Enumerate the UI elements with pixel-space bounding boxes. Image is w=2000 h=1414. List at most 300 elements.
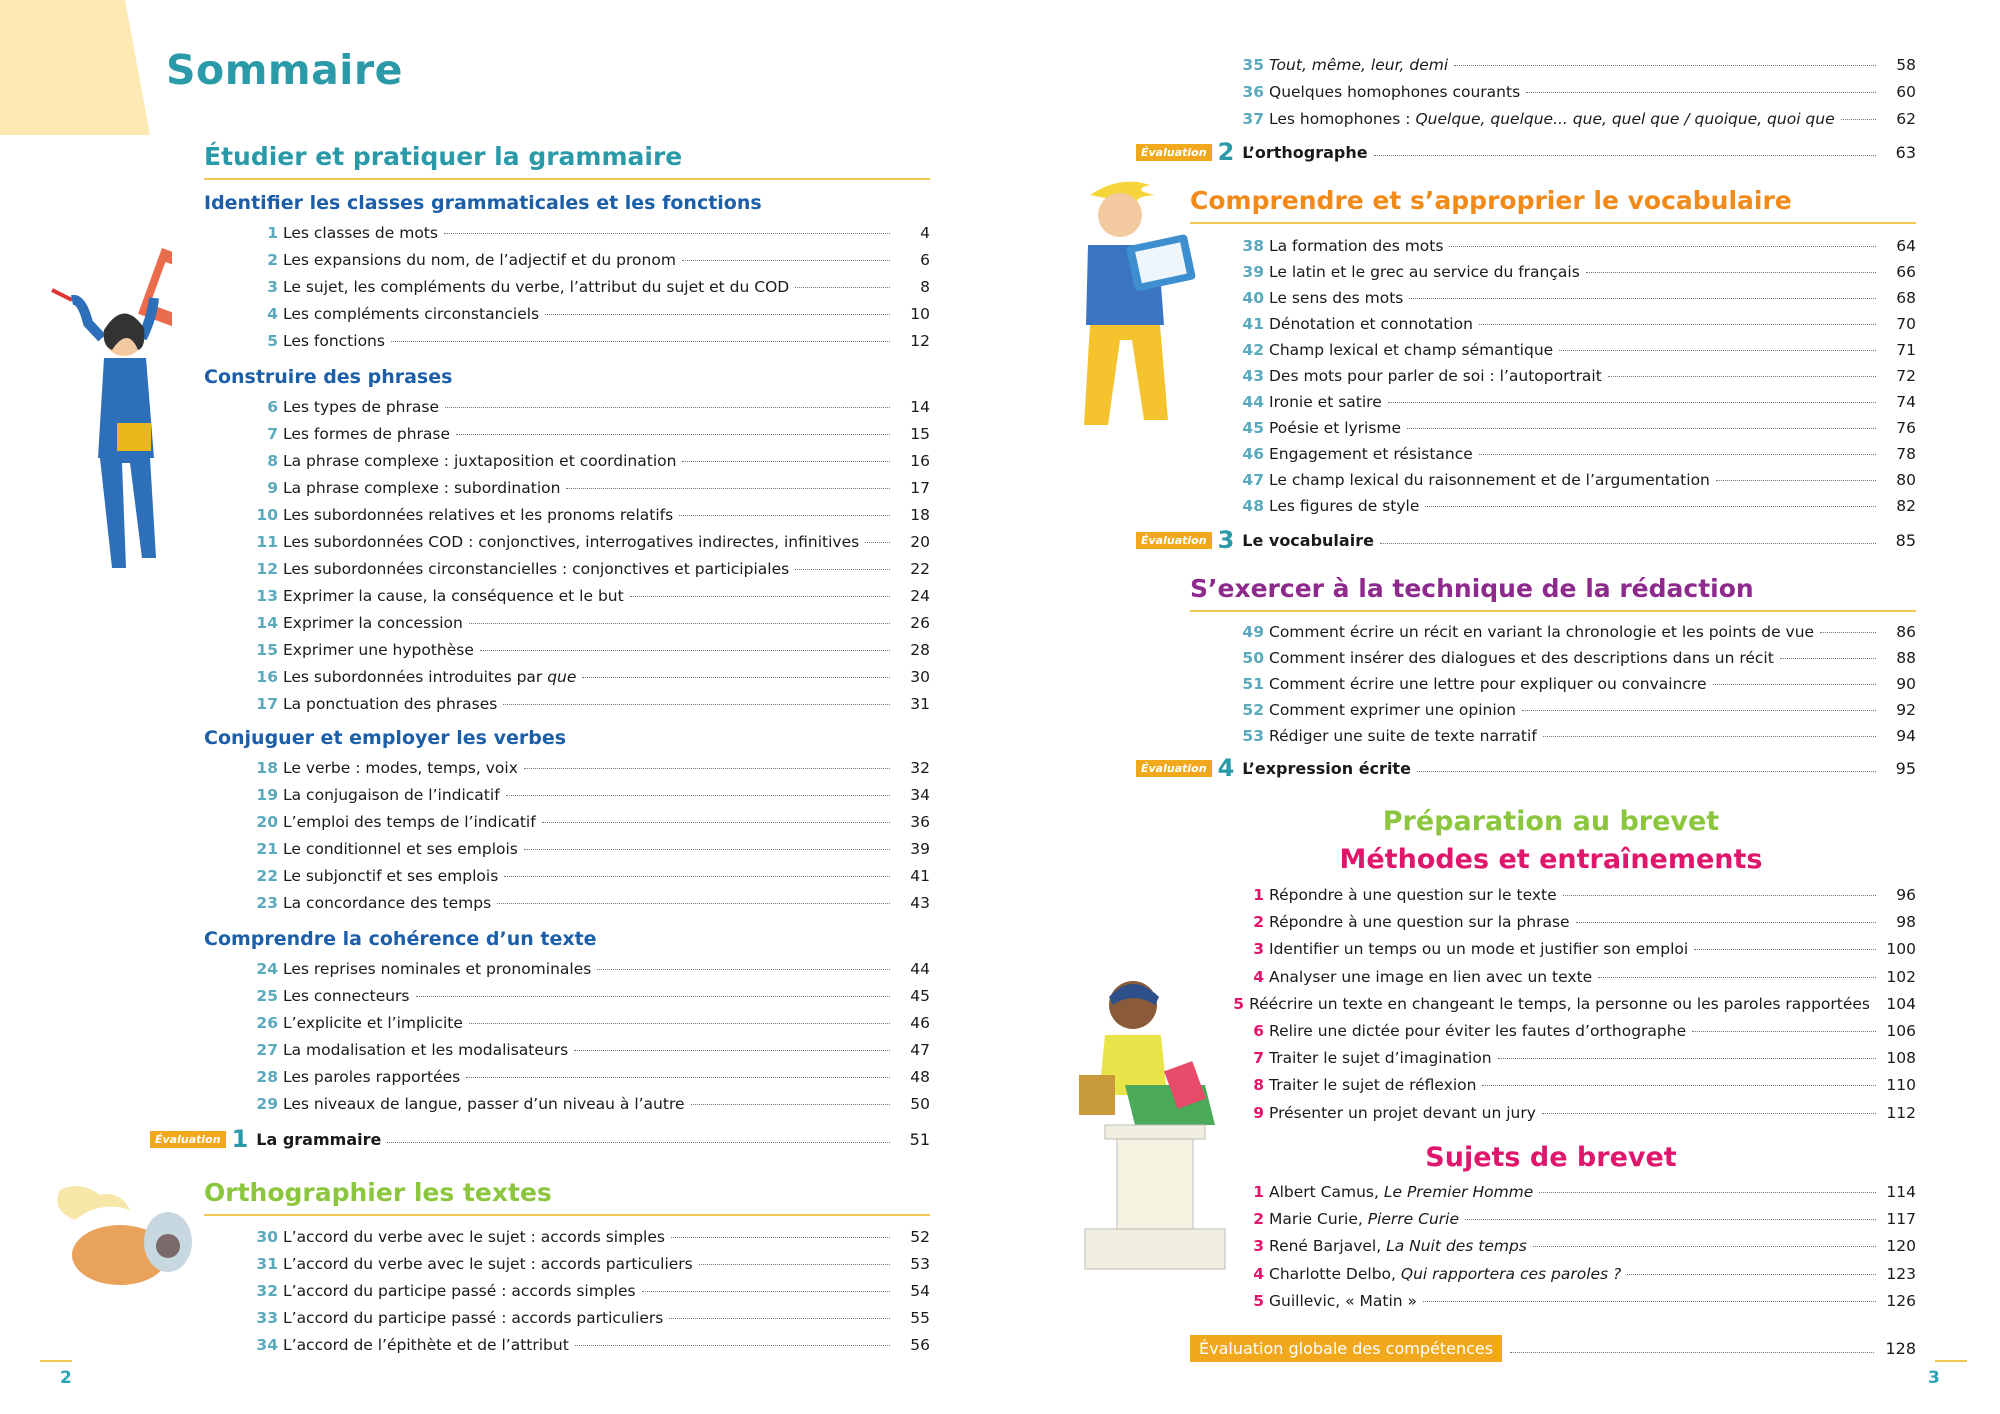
- entry-number: 1: [1253, 1183, 1264, 1201]
- toc-entry: [240, 813, 930, 835]
- entry-number: 9: [267, 479, 278, 497]
- dot-leader: [1559, 350, 1876, 351]
- dot-leader: [445, 407, 890, 408]
- entry-title: [1269, 56, 1448, 74]
- section-title-redaction: S’exercer à la technique de la rédaction: [1190, 574, 1754, 603]
- entry-title: [1269, 968, 1592, 986]
- entry-title: [283, 332, 385, 350]
- evaluation-page: 95: [1895, 758, 1916, 778]
- entry-title-text: Analyser une image en lien avec un texte: [1269, 967, 1593, 986]
- evaluation-entry: [1136, 528, 1916, 552]
- entry-page: 68: [1896, 289, 1916, 307]
- entry-page: 10: [910, 305, 930, 323]
- toc-entry: [1226, 675, 1916, 697]
- entry-number: 32: [256, 1282, 278, 1300]
- entry-page: 12: [910, 332, 930, 350]
- entry-number: 6: [267, 398, 278, 416]
- entry-page: 53: [910, 1255, 930, 1273]
- entry-page: 71: [1896, 341, 1916, 359]
- dot-leader: [524, 849, 890, 850]
- dot-leader: [497, 903, 890, 904]
- entry-page: 39: [910, 840, 930, 858]
- entry-title: [283, 1255, 693, 1273]
- entry-number: 3: [1253, 1237, 1264, 1256]
- dot-leader: [865, 542, 890, 543]
- toc-entry: [1226, 995, 1916, 1017]
- entry-title-text: Rédiger une suite de texte narratif: [1269, 727, 1537, 745]
- entry-title-text: Exprimer une hypothèse: [283, 641, 474, 659]
- entry-title-text: Champ lexical et champ sémantique: [1269, 341, 1554, 359]
- entry-title-text: La modalisation et les modalisateurs: [283, 1041, 569, 1059]
- toc-entry: [1226, 968, 1916, 990]
- entry-number: 52: [1242, 701, 1264, 719]
- subsection-title: Identifier les classes grammaticales et les fonctions: [204, 192, 762, 214]
- entry-number: 39: [1242, 263, 1264, 281]
- entry-number: 34: [256, 1336, 278, 1354]
- subsection-title: Conjuguer et employer les verbes: [204, 727, 567, 749]
- toc-entry: [240, 1095, 930, 1117]
- dot-leader: [1498, 1058, 1876, 1059]
- page-rule-left: [40, 1360, 72, 1362]
- toc-entry: [240, 1014, 930, 1036]
- brevet-title: Préparation au brevet: [1382, 806, 1720, 837]
- entry-number: 27: [256, 1041, 278, 1059]
- entry-page: 120: [1886, 1237, 1916, 1256]
- entry-title: [1269, 367, 1602, 385]
- dot-leader: [1563, 895, 1876, 896]
- entry-page: 16: [910, 452, 930, 470]
- entry-title-text: Le verbe : modes, temps, voix: [283, 759, 518, 777]
- toc-entry: [240, 1336, 930, 1358]
- entry-number: 44: [1242, 393, 1264, 411]
- toc-entry: [1226, 263, 1916, 285]
- entry-number: 22: [256, 867, 278, 885]
- dot-leader: [795, 287, 890, 288]
- toc-entry: [240, 987, 930, 1009]
- dot-leader: [1454, 65, 1876, 66]
- entry-page: 62: [1896, 110, 1916, 128]
- entry-title-text: Comment écrire une lettre pour expliquer ou convaincre: [1269, 675, 1707, 693]
- entry-title: [1269, 727, 1537, 745]
- entry-title: [283, 894, 491, 912]
- entry-number: 2: [267, 251, 278, 269]
- toc-entry: [240, 786, 930, 808]
- corner-decoration: [0, 0, 150, 135]
- entry-title-text: L’emploi des temps de l’indicatif: [283, 813, 536, 831]
- entry-number: 10: [256, 506, 278, 524]
- dot-leader: [1409, 298, 1876, 299]
- toc-entry: [240, 224, 930, 246]
- toc-entry: [1226, 110, 1916, 132]
- dot-leader: [1465, 1219, 1876, 1220]
- entry-title: [1269, 393, 1382, 411]
- entry-page: 20: [910, 533, 930, 551]
- entry-page: 46: [910, 1014, 930, 1032]
- entry-title-text: Le subjonctif et ses emplois: [283, 867, 499, 885]
- evaluation-badge: Évaluation: [150, 1131, 226, 1148]
- entry-page: 66: [1896, 263, 1916, 281]
- entry-number: 7: [1253, 1049, 1264, 1068]
- entry-page: 41: [910, 867, 930, 885]
- entry-title-text: Les paroles rapportées: [283, 1068, 461, 1086]
- entry-number: 33: [256, 1309, 278, 1327]
- entry-number: 45: [1242, 419, 1264, 437]
- entry-title: [1269, 445, 1473, 463]
- dot-leader: [669, 1318, 890, 1319]
- toc-entry: [1226, 1022, 1916, 1044]
- dot-leader: [506, 795, 890, 796]
- boy-column-illustration: [1065, 975, 1235, 1275]
- entry-title: [283, 251, 676, 269]
- entry-page: 48: [910, 1068, 930, 1086]
- dot-leader: [1627, 1274, 1876, 1275]
- dot-leader: [456, 434, 890, 435]
- entry-title: [283, 305, 539, 323]
- dot-leader: [1479, 324, 1876, 325]
- brevet-subtitle: Méthodes et entraînements: [1339, 844, 1763, 875]
- entry-title: [1269, 471, 1710, 489]
- entry-page: 70: [1896, 315, 1916, 333]
- dot-leader: [524, 768, 890, 769]
- entry-title: [1269, 1210, 1459, 1228]
- entry-number: 30: [256, 1228, 278, 1246]
- entry-number: 40: [1242, 289, 1264, 307]
- entry-title-text: L’accord du participe passé : accords particuliers: [283, 1309, 664, 1327]
- toc-entry: [240, 1228, 930, 1250]
- toc-entry: [240, 759, 930, 781]
- entry-title: [1269, 1265, 1621, 1283]
- toc-entry: [1226, 341, 1916, 363]
- toc-entry: [1226, 1049, 1916, 1071]
- entry-title-text: L’accord de l’épithète et de l’attribut: [283, 1336, 569, 1354]
- entry-title-text: Les fonctions: [283, 332, 385, 350]
- entry-title: [283, 506, 673, 524]
- toc-entry: [1226, 56, 1916, 78]
- toc-entry: [1226, 727, 1916, 749]
- entry-title-text: Le conditionnel et ses emplois: [283, 840, 518, 858]
- entry-title-italic: La Nuit des temps: [1386, 1237, 1527, 1256]
- entry-title-text: Albert Camus,: [1269, 1183, 1384, 1201]
- entry-page: 90: [1896, 675, 1916, 693]
- toc-entry: [1226, 1237, 1916, 1259]
- entry-title: [283, 668, 576, 686]
- dot-leader: [545, 314, 890, 315]
- toc-entry: [1226, 886, 1916, 908]
- dot-leader: [1526, 92, 1876, 93]
- entry-title-text: Le sens des mots: [1269, 289, 1404, 307]
- entry-number: 25: [256, 987, 278, 1005]
- dot-leader: [1533, 1246, 1876, 1247]
- toc-entry: [1226, 623, 1916, 645]
- section-title-orthographe-rule: [204, 1214, 930, 1216]
- entry-title-text: Traiter le sujet d’imagination: [1269, 1049, 1492, 1068]
- entry-number: 3: [1253, 940, 1264, 959]
- entry-title: [283, 1282, 636, 1300]
- evaluation-label: L’orthographe: [1242, 142, 1368, 162]
- entry-number: 53: [1242, 727, 1264, 745]
- entry-number: 20: [256, 813, 278, 831]
- entry-title: [283, 695, 497, 713]
- entry-number: 7: [267, 425, 278, 443]
- dot-leader: [679, 515, 890, 516]
- dot-leader: [597, 969, 890, 970]
- toc-entry: [1226, 497, 1916, 519]
- toc-entry: [240, 251, 930, 273]
- entry-page: 58: [1896, 56, 1916, 74]
- entry-title: [283, 278, 789, 296]
- dot-leader: [682, 260, 890, 261]
- entry-title: [283, 813, 536, 831]
- toc-entry: [1226, 1183, 1916, 1205]
- entry-page: 112: [1886, 1103, 1916, 1122]
- entry-page: 106: [1886, 1022, 1916, 1040]
- dot-leader: [1820, 632, 1876, 633]
- toc-entry: [1226, 940, 1916, 962]
- entry-title: [283, 398, 439, 416]
- dot-leader: [1423, 1301, 1876, 1302]
- toc-entry: [1226, 1076, 1916, 1098]
- entry-page: 94: [1896, 727, 1916, 745]
- toc-entry: [240, 305, 930, 327]
- toc-entry: [1226, 419, 1916, 441]
- entry-title: [1269, 110, 1835, 128]
- entry-title-text: Les connecteurs: [283, 987, 410, 1005]
- entry-title-text: La phrase complexe : subordination: [283, 479, 561, 497]
- entry-page: 44: [910, 960, 930, 978]
- toc-entry: [240, 668, 930, 690]
- entry-title: [1269, 649, 1774, 667]
- toc-entry: [240, 506, 930, 528]
- toc-entry: [240, 840, 930, 862]
- entry-number: 17: [256, 695, 278, 713]
- toc-entry: [240, 479, 930, 501]
- toc-entry: [1226, 83, 1916, 105]
- dot-leader: [1694, 949, 1876, 950]
- entry-number: 5: [1253, 1291, 1264, 1310]
- entry-title: [283, 641, 474, 659]
- dot-leader: [391, 341, 890, 342]
- entry-page: 64: [1896, 237, 1916, 255]
- toc-entry: [240, 867, 930, 889]
- entry-title-text: Les niveaux de langue, passer d’un niveau à l’autre: [283, 1095, 685, 1113]
- entry-page: 78: [1896, 445, 1916, 463]
- entry-title: [1269, 623, 1814, 641]
- dot-leader: [630, 596, 890, 597]
- evaluation-number: 1: [231, 1125, 249, 1153]
- entry-title-text: Répondre à une question sur la phrase: [1269, 913, 1570, 932]
- entry-title-text: Exprimer la cause, la conséquence et le but: [283, 587, 624, 605]
- dot-leader: [795, 569, 890, 570]
- entry-page: 34: [910, 786, 930, 804]
- entry-title-text: L’explicite et l’implicite: [283, 1014, 463, 1032]
- dot-leader: [1425, 506, 1876, 507]
- entry-title-italic: Le Premier Homme: [1383, 1183, 1534, 1201]
- entry-title: [1269, 497, 1419, 515]
- entry-title-text: Relire une dictée pour éviter les fautes d’orthographe: [1269, 1022, 1687, 1040]
- dot-leader: [642, 1291, 890, 1292]
- entry-title: [283, 759, 518, 777]
- toc-entry: [240, 452, 930, 474]
- entry-title: [283, 786, 500, 804]
- dot-leader: [480, 650, 890, 651]
- entry-title: [1269, 675, 1707, 693]
- entry-page: 6: [920, 251, 930, 269]
- evaluation-badge: Évaluation: [1136, 144, 1212, 161]
- entry-page: 31: [910, 695, 930, 713]
- entry-title: [283, 1068, 460, 1086]
- entry-title-text: La ponctuation des phrases: [283, 695, 498, 713]
- entry-page: 98: [1896, 913, 1916, 932]
- entry-title-text: Comment écrire un récit en variant la chronologie et les points de vue: [1269, 623, 1815, 641]
- evaluation-badge: Évaluation: [1136, 760, 1212, 777]
- entry-number: 4: [267, 305, 278, 323]
- entry-page: 28: [910, 641, 930, 659]
- entry-number: 12: [256, 560, 278, 578]
- entry-title-text: Comment insérer des dialogues et des descriptions dans un récit: [1269, 649, 1774, 667]
- dot-leader: [691, 1104, 890, 1105]
- dot-leader: [1374, 155, 1876, 156]
- entry-page: 80: [1896, 471, 1916, 489]
- entry-title-text: La conjugaison de l’indicatif: [283, 786, 500, 804]
- toc-entry: [240, 278, 930, 300]
- entry-number: 16: [256, 668, 278, 686]
- entry-title-text: Le latin et le grec au service du français: [1269, 263, 1580, 281]
- toc-entry: [1226, 289, 1916, 311]
- entry-page: 26: [910, 614, 930, 632]
- toc-entry: [240, 641, 930, 663]
- entry-page: 36: [910, 813, 930, 831]
- dot-leader: [466, 1077, 890, 1078]
- dot-leader: [1713, 684, 1877, 685]
- entry-number: 26: [256, 1014, 278, 1032]
- entry-page: 108: [1886, 1049, 1916, 1068]
- evaluation-entry: [1136, 756, 1916, 780]
- entry-title-text: Identifier un temps ou un mode et justifier son emploi: [1269, 940, 1689, 959]
- toc-entry: [1226, 367, 1916, 389]
- entry-title: [1269, 289, 1403, 307]
- dot-leader: [1692, 1031, 1876, 1032]
- toc-entry: [240, 894, 930, 916]
- toc-entry: [1226, 1210, 1916, 1232]
- entry-number: 43: [1242, 367, 1264, 385]
- section-title-vocabulaire-rule: [1190, 222, 1916, 224]
- entry-title: [1269, 315, 1473, 333]
- dot-leader: [1780, 658, 1876, 659]
- global-evaluation-label: Évaluation globale des compétences: [1190, 1335, 1502, 1362]
- entry-page: 92: [1896, 701, 1916, 719]
- entry-number: 4: [1253, 1264, 1264, 1283]
- entry-title: [1269, 886, 1557, 904]
- evaluation-label: Le vocabulaire: [1242, 530, 1374, 550]
- entry-number: 35: [1242, 56, 1264, 74]
- entry-title: [283, 1309, 663, 1327]
- dot-leader: [575, 1345, 890, 1346]
- entry-page: 30: [910, 668, 930, 686]
- entry-title: [283, 1014, 463, 1032]
- entry-title: [283, 867, 498, 885]
- entry-title: [283, 560, 789, 578]
- entry-page: 43: [910, 894, 930, 912]
- dot-leader: [566, 488, 890, 489]
- entry-title-text: Des mots pour parler de soi : l’autoportrait: [1269, 367, 1602, 385]
- entry-title-italic: que: [547, 668, 577, 686]
- entry-page: 14: [910, 398, 930, 416]
- entry-title: [283, 479, 560, 497]
- snail-illustration: [40, 1180, 205, 1290]
- dot-leader: [542, 822, 890, 823]
- dot-leader: [1407, 428, 1876, 429]
- toc-entry: [1226, 913, 1916, 935]
- toc-entry: [240, 1282, 930, 1304]
- section-title-grammar-rule: [204, 178, 930, 180]
- entry-title: [283, 960, 591, 978]
- entry-number: 4: [1253, 967, 1264, 986]
- toc-entry: [240, 1309, 930, 1331]
- entry-title: [283, 1095, 685, 1113]
- entry-title-text: La concordance des temps: [283, 894, 492, 912]
- page-number-right: 3: [1928, 1368, 1940, 1388]
- evaluation-number: 3: [1217, 526, 1235, 554]
- dot-leader: [1576, 922, 1876, 923]
- entry-page: 104: [1886, 994, 1916, 1013]
- entry-number: 38: [1242, 237, 1264, 255]
- entry-number: 5: [1233, 994, 1245, 1013]
- boy-tablet-illustration: [1060, 175, 1200, 445]
- evaluation-label: La grammaire: [256, 1129, 382, 1149]
- entry-number: 29: [256, 1095, 278, 1113]
- entry-title-text: Les figures de style: [1269, 497, 1420, 515]
- entry-title-text: Présenter un projet devant un jury: [1269, 1103, 1536, 1122]
- dot-leader: [1716, 480, 1876, 481]
- page-number-left: 2: [60, 1368, 72, 1388]
- entry-number: 48: [1242, 497, 1264, 515]
- entry-title: [283, 614, 463, 632]
- dot-leader: [1380, 543, 1876, 544]
- entry-number: 42: [1242, 341, 1264, 359]
- section-title-redaction-rule: [1190, 610, 1916, 612]
- entry-page: 123: [1886, 1264, 1916, 1283]
- entry-number: 46: [1242, 445, 1264, 463]
- dot-leader: [1539, 1192, 1876, 1193]
- entry-number: 11: [256, 533, 278, 551]
- entry-number: 50: [1242, 649, 1264, 667]
- entry-number: 31: [256, 1255, 278, 1273]
- page-title: Sommaire: [166, 46, 403, 94]
- entry-page: 76: [1896, 419, 1916, 437]
- toc-entry: [1226, 315, 1916, 337]
- entry-page: 45: [910, 987, 930, 1005]
- entry-page: 4: [920, 224, 930, 242]
- entry-page: 117: [1886, 1210, 1916, 1229]
- entry-page: 96: [1896, 886, 1916, 904]
- dot-leader: [1479, 454, 1876, 455]
- entry-number: 2: [1253, 913, 1264, 932]
- entry-number: 1: [267, 224, 278, 242]
- entry-title-text: Ironie et satire: [1269, 393, 1382, 411]
- entry-title-text: Engagement et résistance: [1269, 445, 1473, 463]
- entry-title: [1249, 995, 1870, 1013]
- toc-entry: [1226, 471, 1916, 493]
- toc-entry: [240, 332, 930, 354]
- entry-number: 1: [1253, 886, 1264, 904]
- entry-number: 28: [256, 1068, 278, 1086]
- entry-title: [1269, 1292, 1417, 1310]
- subsection-title: Comprendre la cohérence d’un texte: [204, 928, 597, 950]
- toc-entry: [240, 425, 930, 447]
- entry-title: [283, 452, 676, 470]
- evaluation-number: 4: [1217, 754, 1235, 782]
- dot-leader: [444, 233, 890, 234]
